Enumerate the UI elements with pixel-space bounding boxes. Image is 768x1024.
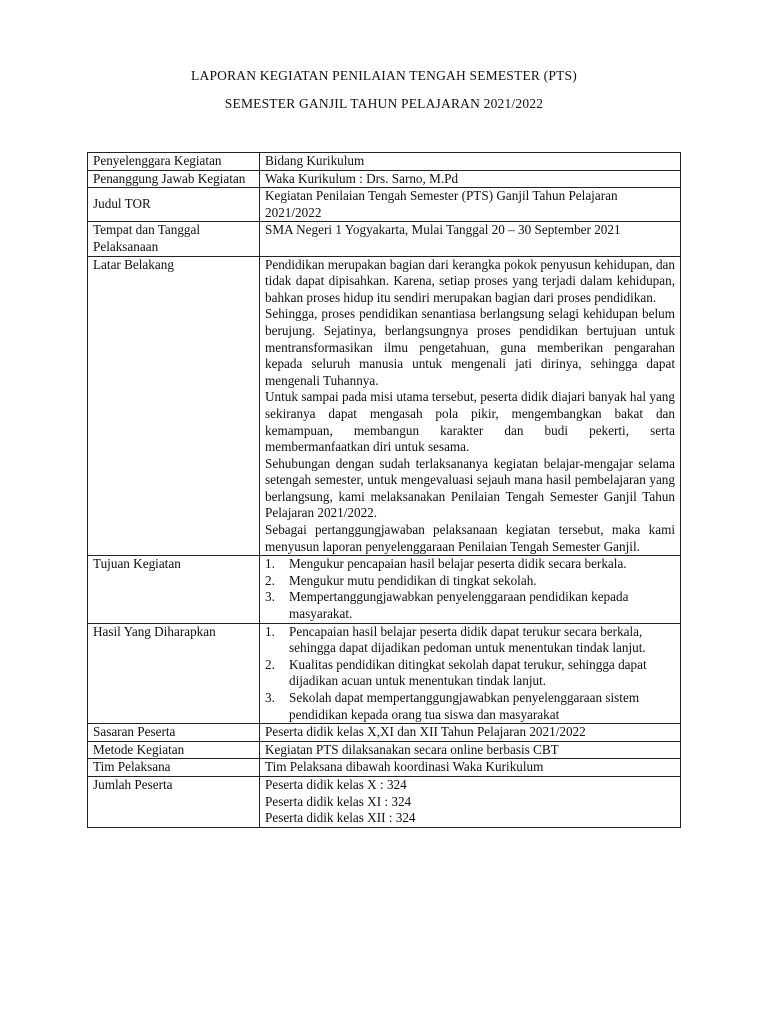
list-item <box>265 573 675 590</box>
row-value: SMA Negeri 1 Yogyakarta, Mulai Tanggal 20 – 30 September 2021 <box>260 222 681 256</box>
jumlah-peserta-cell <box>260 776 681 827</box>
list-item <box>265 556 675 573</box>
paragraph: Sebagai pertanggungjawaban pelaksanaan kegiatan tersebut, maka kami menyusun laporan penyelenggaraan Penilaian Tengah Semester Ganjil. <box>265 522 675 554</box>
table-row <box>88 170 681 188</box>
paragraph: Sehubungan dengan sudah terlaksananya kegiatan belajar-mengajar selama setengah semester, untuk mengevaluasi sejauh mana hasil pembelajaran yang berlangsung, kami melaksanakan Penilaian Tengah Semester Ganjil Tahun Pelajaran 2021/2022. <box>265 455 675 521</box>
row-value: Tim Pelaksana dibawah koordinasi Waka Kurikulum <box>260 759 681 777</box>
row-label: Penyelenggara Kegiatan <box>88 153 260 171</box>
table-row <box>88 776 681 827</box>
paragraph: Pendidikan merupakan bagian dari kerangka pokok penyusun kehidupan, dan tidak dapat dipisahkan. Karena, setiap proses yang terjadi dalam kehidupan, bahkan proses hidup itu sendiri merupakan bagian dari proses pendidikan. <box>265 256 675 305</box>
list-item <box>265 624 675 657</box>
table-row <box>88 188 681 222</box>
row-label: Tujuan Kegiatan <box>88 556 260 623</box>
numbered-list <box>265 556 675 622</box>
row-value: Kegiatan Penilaian Tengah Semester (PTS) Ganjil Tahun Pelajaran 2021/2022 <box>260 188 681 222</box>
row-value: Peserta didik kelas X,XI dan XII Tahun Pelajaran 2021/2022 <box>260 724 681 742</box>
row-label: Metode Kegiatan <box>88 741 260 759</box>
row-value: Kegiatan PTS dilaksanakan secara online berbasis CBT <box>260 741 681 759</box>
table-row <box>88 741 681 759</box>
table-row <box>88 222 681 256</box>
document-subtitle: SEMESTER GANJIL TAHUN PELAJARAN 2021/2022 <box>224 96 544 111</box>
row-value: Bidang Kurikulum <box>260 153 681 171</box>
row-label: Judul TOR <box>88 188 260 222</box>
tujuan-list-cell <box>260 556 681 623</box>
latar-belakang-text <box>260 256 681 556</box>
list-number: 1. <box>265 623 275 639</box>
table-row <box>88 153 681 171</box>
list-number: 3. <box>265 589 275 605</box>
report-table <box>87 152 681 828</box>
list-number: 2. <box>265 656 275 672</box>
row-label: Sasaran Peserta <box>88 724 260 742</box>
row-label: Hasil Yang Diharapkan <box>88 623 260 724</box>
document-title: LAPORAN KEGIATAN PENILAIAN TENGAH SEMESTER (PTS) <box>191 68 577 83</box>
numbered-list <box>265 624 675 724</box>
list-text: Kualitas pendidikan ditingkat sekolah dapat terukur, sehingga dapat dijadikan acuan untuk menentukan tindak lanjut. <box>289 656 647 689</box>
row-label: Latar Belakang <box>88 256 260 556</box>
list-text: Sekolah dapat mempertanggungjawabkan penyelenggaraan sistem pendidikan kepada orang tua siswa dan masyarakat <box>289 690 640 722</box>
list-item <box>265 690 675 723</box>
list-number: 3. <box>265 690 275 705</box>
list-item <box>265 589 675 622</box>
list-text: Mempertanggungjawabkan penyelenggaraan pendidikan kepada masyarakat. <box>289 589 629 622</box>
paragraph: Sehingga, proses pendidikan senantiasa berlangsung selagi kehidupan belum berujung. Sejatinya, berlangsungnya proses pendidikan bertujuan untuk mentransformasikan ilmu pengetahuan, guna memberikan pengarahan kepada seluruh manusia untuk mengenali jati dirinya, sehingga dapat mengenali Tuhannya. <box>265 306 675 388</box>
list-number: 2. <box>265 572 275 588</box>
row-label: Penanggung Jawab Kegiatan <box>88 170 260 188</box>
table-row <box>88 623 681 724</box>
table-row <box>88 256 681 556</box>
table-row <box>88 724 681 742</box>
table-row <box>88 759 681 777</box>
list-number: 1. <box>265 556 275 572</box>
peserta-line: Peserta didik kelas XII : 324 <box>265 810 416 826</box>
paragraph: Untuk sampai pada misi utama tersebut, peserta didik diajari banyak hal yang sekiranya dapat mengasah pola pikir, mengembangkan bakat dan kemampuan, membangun karakter dan budi pekerti, serta membermanfaatkan diri untuk sesama. <box>265 389 675 455</box>
list-item <box>265 657 675 690</box>
list-text: Mengukur mutu pendidikan di tingkat sekolah. <box>289 572 537 588</box>
peserta-line: Peserta didik kelas XI : 324 <box>265 793 412 809</box>
row-label: Jumlah Peserta <box>88 776 260 827</box>
row-label: Tempat dan Tanggal Pelaksanaan <box>88 222 260 256</box>
list-text: Mengukur pencapaian hasil belajar peserta didik secara berkala. <box>289 556 627 572</box>
hasil-list-cell <box>260 623 681 724</box>
row-value: Waka Kurikulum : Drs. Sarno, M.Pd <box>260 170 681 188</box>
list-text: Pencapaian hasil belajar peserta didik dapat terukur secara berkala, sehingga dapat dijadikan pedoman untuk menentukan tindak lanjut. <box>289 623 646 656</box>
table-row <box>88 556 681 623</box>
peserta-line: Peserta didik kelas X : 324 <box>265 776 407 792</box>
row-label: Tim Pelaksana <box>88 759 260 777</box>
